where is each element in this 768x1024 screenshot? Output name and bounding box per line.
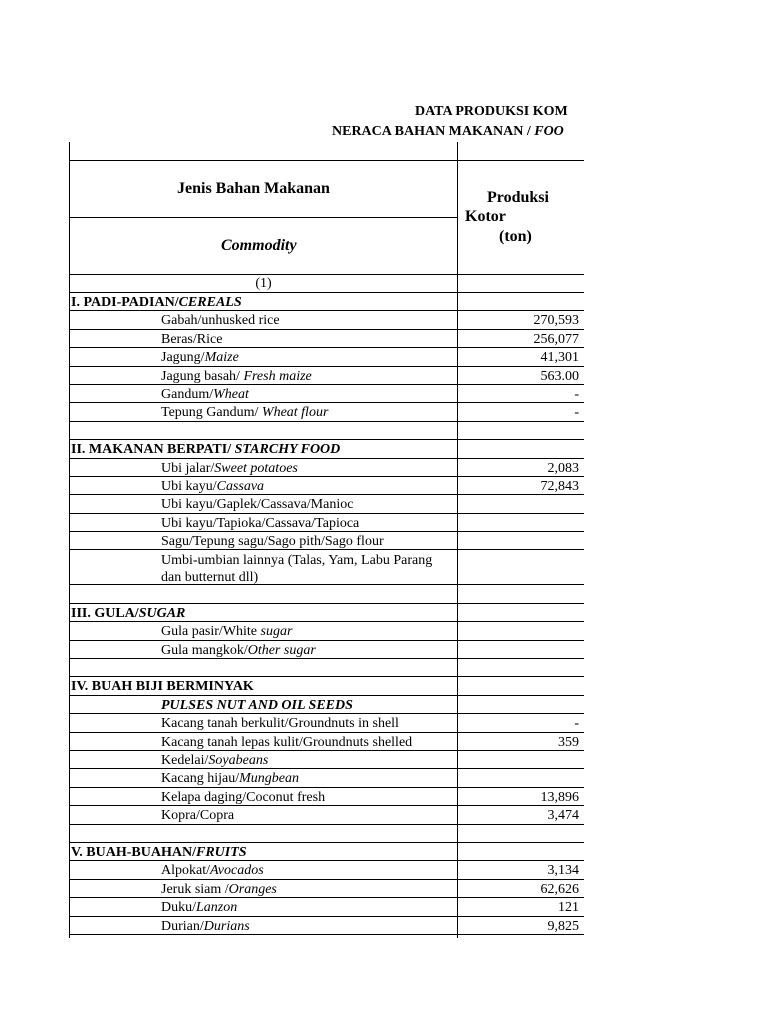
section-label: IV. BUAH BIJI BERMINYAK — [71, 679, 254, 695]
blank-row — [69, 825, 584, 843]
table-row — [69, 861, 584, 879]
production-value: - — [574, 405, 579, 421]
commodity-label: Kopra/Copra — [161, 808, 235, 824]
table-row — [69, 495, 584, 513]
table-row — [69, 403, 584, 421]
table-row — [69, 311, 584, 329]
commodity-label: Jeruk siam /Oranges — [161, 881, 277, 897]
commodity-label: Duku/Lanzon — [161, 900, 238, 916]
section-row — [69, 696, 584, 714]
section-label: III. GULA/SUGAR — [71, 605, 186, 621]
document-title: DATA PRODUKSI KOM — [415, 104, 568, 119]
blank-row — [69, 422, 584, 440]
commodity-label: Kacang hijau/Mungbean — [161, 771, 300, 787]
column-number-row — [69, 274, 584, 293]
table-row — [69, 514, 584, 532]
table-row — [69, 806, 584, 824]
section-row — [69, 293, 584, 311]
table-row — [69, 348, 584, 366]
table-row — [69, 330, 584, 348]
table-row — [69, 898, 584, 916]
commodity-subheader: Commodity — [221, 237, 297, 254]
table-row — [69, 477, 584, 495]
commodity-label: Umbi-umbian lainnya (Talas, Yam, Labu Parang dan butternut dll) — [161, 553, 433, 586]
section-row — [69, 677, 584, 695]
blank-row — [69, 659, 584, 677]
commodity-label: PULSES NUT AND OIL SEEDS — [161, 697, 353, 713]
commodity-label: Kedelai/Soyabeans — [161, 752, 269, 768]
section-row — [69, 604, 584, 622]
commodity-label: Beras/Rice — [161, 331, 223, 347]
commodity-header: Jenis Bahan Makanan — [177, 180, 330, 197]
production-header-line3: (ton) — [499, 228, 532, 245]
production-value: - — [574, 716, 579, 732]
header-top-line — [69, 160, 584, 161]
table-row — [69, 550, 584, 585]
section-label: I. PADI-PADIAN/CEREALS — [71, 295, 242, 310]
table-row — [69, 769, 584, 787]
table-row — [69, 788, 584, 806]
commodity-label: Gula pasir/White sugar — [161, 624, 293, 640]
commodity-label: Kacang tanah berkulit/Groundnuts in shell — [161, 716, 399, 732]
production-value: 3,134 — [547, 863, 579, 879]
production-value: 62,626 — [540, 881, 579, 897]
commodity-label: Ubi jalar/Sweet potatoes — [161, 460, 298, 476]
production-value: 563.00 — [540, 368, 579, 384]
table-row — [69, 622, 584, 640]
column-number: (1) — [255, 276, 272, 291]
table-row — [69, 714, 584, 732]
commodity-label: Gandum/Wheat — [161, 386, 249, 402]
commodity-label: Gabah/unhusked rice — [161, 313, 280, 329]
document-subtitle: NERACA BAHAN MAKANAN / FOO — [332, 124, 564, 139]
commodity-label: Tepung Gandum/ Wheat flour — [161, 405, 329, 421]
commodity-label: Kacang tanah lepas kulit/Groundnuts shelled — [161, 734, 413, 750]
commodity-label: Gula mangkok/Other sugar — [161, 642, 316, 658]
commodity-label: Jagung basah/ Fresh maize — [161, 368, 312, 384]
section-row — [69, 843, 584, 861]
table-row — [69, 751, 584, 769]
production-header-line2: Kotor — [465, 208, 506, 225]
commodity-label: Kelapa daging/Coconut fresh — [161, 789, 326, 805]
section-label: V. BUAH-BUAHAN/FRUITS — [71, 844, 247, 860]
blank-row — [69, 585, 584, 603]
production-value: - — [574, 386, 579, 402]
table-row — [69, 917, 584, 935]
production-value: 2,083 — [547, 460, 579, 476]
section-label: II. MAKANAN BERPATI/ STARCHY FOOD — [71, 442, 341, 458]
table-row — [69, 532, 584, 550]
production-value: 9,825 — [547, 918, 579, 934]
production-value: 3,474 — [547, 808, 579, 824]
commodity-label: Sagu/Tepung sagu/Sago pith/Sago flour — [161, 534, 384, 550]
production-value: 41,301 — [540, 350, 579, 366]
table-row — [69, 385, 584, 403]
commodity-label: Jagung/Maize — [161, 350, 239, 366]
header-mid-line — [69, 217, 458, 218]
table-row — [69, 641, 584, 659]
table-row — [69, 459, 584, 477]
production-header-line1: Produksi — [487, 189, 549, 206]
table-row — [69, 367, 584, 385]
commodity-label: Alpokat/Avocados — [161, 863, 264, 879]
commodity-table — [69, 274, 584, 935]
commodity-label: Ubi kayu/Gaplek/Cassava/Manioc — [161, 497, 354, 513]
production-value: 270,593 — [533, 313, 579, 329]
table-row — [69, 880, 584, 898]
table-row — [69, 733, 584, 751]
production-value: 72,843 — [540, 478, 579, 494]
production-value: 359 — [558, 734, 579, 750]
section-row — [69, 440, 584, 458]
production-value: 256,077 — [533, 331, 579, 347]
commodity-label: Ubi kayu/Cassava — [161, 478, 265, 494]
commodity-label: Ubi kayu/Tapioka/Cassava/Tapioca — [161, 515, 360, 531]
production-value: 13,896 — [540, 789, 579, 805]
commodity-label: Durian/Durians — [161, 918, 250, 934]
production-value: 121 — [558, 900, 579, 916]
